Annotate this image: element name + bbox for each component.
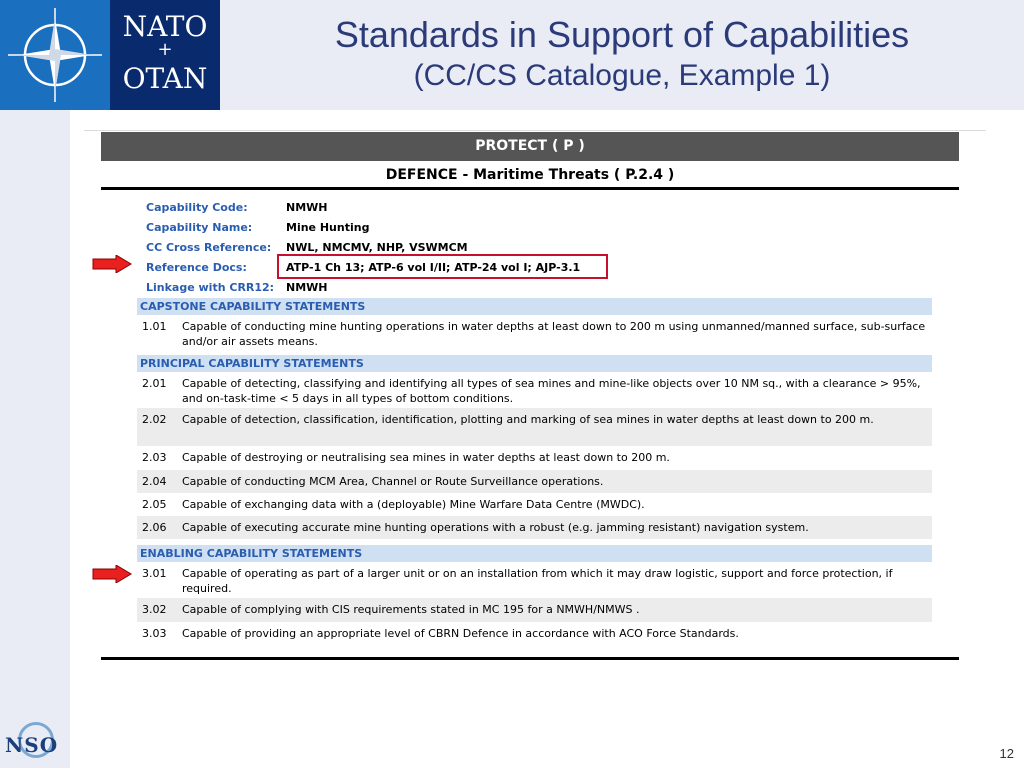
statement-item: [137, 493, 932, 516]
info-label: Capability Name:: [146, 221, 253, 234]
info-row-linkage: [146, 278, 746, 298]
statement-number: 2.05: [142, 498, 167, 511]
info-label: Capability Code:: [146, 201, 248, 214]
statement-text: Capable of providing an appropriate level of CBRN Defence in accordance with ACO Force Standards.: [182, 627, 739, 640]
principal-heading: PRINCIPAL CAPABILITY STATEMENTS: [137, 355, 932, 372]
statement-text: Capable of complying with CIS requirements stated in MC 195 for a NMWH/NMWS .: [182, 603, 640, 616]
statement-number: 2.02: [142, 413, 167, 426]
statement-number: 1.01: [142, 320, 167, 333]
statement-text: Capable of detecting, classifying and identifying all types of sea mines and mine-like objects over 10 NM sq., with a clearance > 95%, and on-task-time < 5 days in all types of bottom conditions.: [182, 377, 921, 405]
area-title-bar: PROTECT ( P ): [101, 132, 959, 161]
info-value: NMWH: [286, 281, 328, 294]
red-arrow-icon: [92, 255, 132, 273]
capstone-section: [137, 298, 932, 353]
info-label: Linkage with CRR12:: [146, 281, 275, 294]
statement-item: [137, 315, 932, 353]
info-row-reference-docs: [146, 258, 746, 278]
nato-compass-star-icon: [0, 0, 110, 110]
capability-title: DEFENCE - Maritime Threats ( P.2.4 ): [101, 161, 959, 190]
statement-text: Capable of conducting mine hunting operations in water depths at least down to 200 m using unmanned/manned surface, sub-surface and/or air assets means.: [182, 320, 926, 348]
statement-item: [137, 446, 932, 470]
statement-number: 2.01: [142, 377, 167, 390]
statement-text: Capable of detection, classification, identification, plotting and marking of sea mines in water depths at least down to 200 m.: [182, 413, 874, 426]
document-bottom-rule: [101, 657, 959, 660]
enabling-heading: ENABLING CAPABILITY STATEMENTS: [137, 545, 932, 562]
info-row-code: [146, 198, 746, 218]
statement-item: [137, 562, 932, 598]
statement-text: Capable of executing accurate mine hunting operations with a robust (e.g. jamming resistant) navigation system.: [182, 521, 809, 534]
statement-text: Capable of operating as part of a larger unit or on an installation from which it may draw logistic, support and force protection, if required.: [182, 567, 893, 595]
statement-number: 2.04: [142, 475, 167, 488]
info-label: CC Cross Reference:: [146, 241, 272, 254]
info-value: ATP-1 Ch 13; ATP-6 vol I/II; ATP-24 vol I; AJP-3.1: [286, 261, 581, 274]
statement-item: [137, 622, 932, 646]
statement-number: 2.06: [142, 521, 167, 534]
statement-item: [137, 470, 932, 493]
statement-text: Capable of conducting MCM Area, Channel or Route Surveillance operations.: [182, 475, 604, 488]
catalogue-document: [101, 132, 959, 640]
statement-number: 2.03: [142, 451, 167, 464]
page-subtitle: (CC/CS Catalogue, Example 1): [413, 59, 831, 92]
page-number: 12: [999, 746, 1014, 761]
logo-line-nato: NATO: [122, 10, 208, 43]
slide-header: [0, 0, 1024, 110]
red-arrow-icon: [92, 565, 132, 583]
statement-number: 3.01: [142, 567, 167, 580]
info-value: Mine Hunting: [286, 221, 370, 234]
logo-plus: +: [157, 39, 173, 60]
left-sidebar-band: [0, 110, 70, 768]
info-row-name: [146, 218, 746, 238]
document-top-rule: [84, 130, 986, 131]
statement-number: 3.03: [142, 627, 167, 640]
capability-info: [146, 198, 746, 298]
statement-text: Capable of destroying or neutralising sea mines in water depths at least down to 200 m.: [182, 451, 670, 464]
statement-text: Capable of exchanging data with a (deployable) Mine Warfare Data Centre (MWDC).: [182, 498, 645, 511]
page-title: Standards in Support of Capabilities: [334, 14, 910, 55]
principal-section: [137, 355, 932, 539]
nso-logo-text: NSO: [5, 733, 59, 757]
statement-item: [137, 598, 932, 622]
info-value: NMWH: [286, 201, 328, 214]
capstone-heading: CAPSTONE CAPABILITY STATEMENTS: [137, 298, 932, 315]
statement-item: [137, 408, 932, 446]
statement-item: [137, 372, 932, 408]
nato-otan-logo: [110, 0, 220, 110]
statement-number: 3.02: [142, 603, 167, 616]
statement-item: [137, 516, 932, 539]
logo-line-otan: OTAN: [122, 62, 208, 95]
info-label: Reference Docs:: [146, 261, 247, 274]
enabling-section: [137, 545, 932, 646]
title-block: [220, 14, 1024, 96]
info-value: NWL, NMCMV, NHP, VSWMCM: [286, 241, 468, 254]
